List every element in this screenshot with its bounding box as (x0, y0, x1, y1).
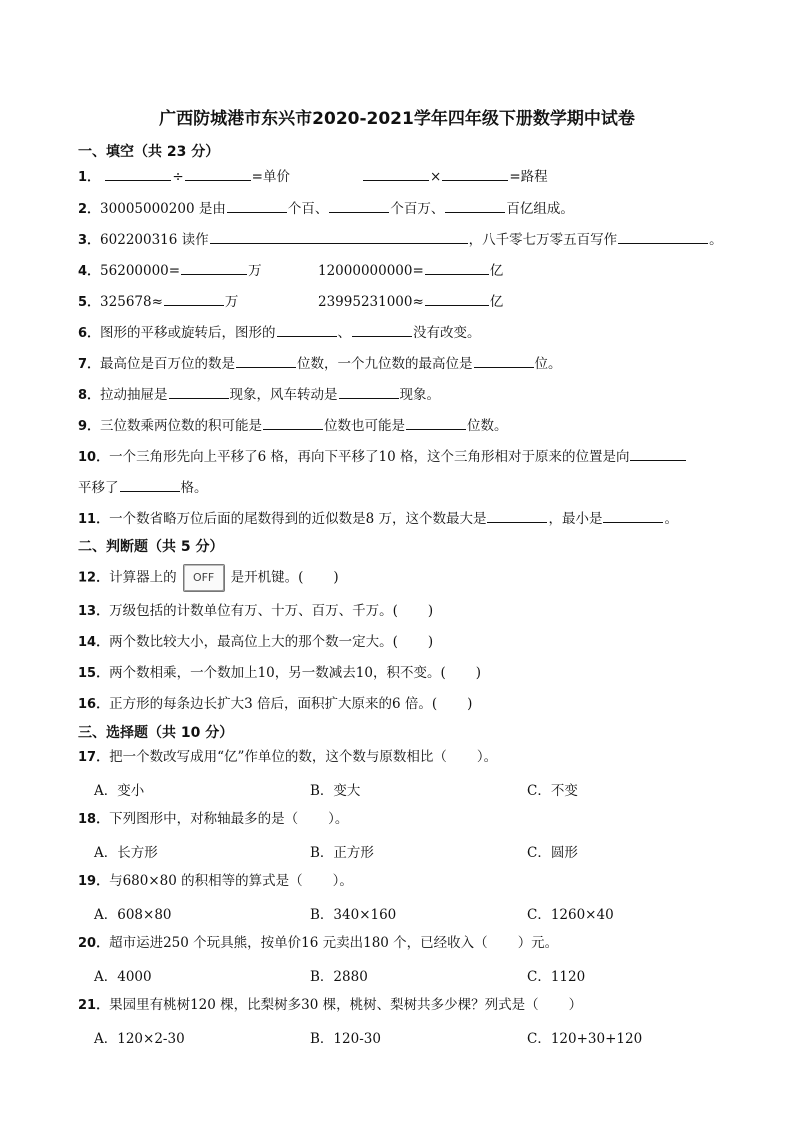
question-number: 7． (78, 357, 101, 372)
question-text: 位数。 (467, 418, 508, 434)
question-number: 12． (78, 570, 110, 586)
question-number: 13． (78, 604, 110, 619)
calculator-off-button-image: OFF (183, 564, 225, 592)
question-number: 10． (78, 450, 110, 465)
option-b[interactable]: B．2880 (310, 969, 368, 985)
question-18 (78, 810, 348, 829)
answer-blank[interactable] (406, 415, 466, 430)
question-number: 5． (78, 295, 101, 310)
option-a[interactable]: A．长方形 (94, 845, 158, 861)
question-text: ) (427, 603, 434, 619)
question-number: 9． (78, 419, 101, 434)
question-text: ) (333, 569, 339, 586)
question-text: 两个数相乘，一个数加上10，另一数减去10，积不变。( (109, 665, 446, 681)
option-a[interactable]: A．608×80 (94, 907, 172, 923)
question-text: ) (467, 696, 473, 712)
section-true-false: 二、判断题（共 5 分） (78, 539, 224, 555)
question-text: 56200000= (100, 263, 181, 279)
answer-blank[interactable] (105, 166, 171, 181)
question-14 (78, 633, 433, 652)
question-text: ）。 (328, 811, 349, 827)
answer-blank[interactable] (487, 508, 547, 523)
question-5-part-b (318, 291, 503, 311)
answer-blank[interactable] (425, 291, 489, 306)
question-text: ，最小是 (548, 511, 603, 527)
question-text: 个百、 (287, 201, 329, 217)
answer-blank[interactable] (445, 198, 505, 213)
unit-label: 万 (224, 294, 239, 310)
question-number: 18． (78, 812, 110, 827)
question-text: 位数也可能是 (324, 418, 406, 434)
answer-blank[interactable] (339, 384, 399, 399)
answer-blank[interactable] (277, 322, 337, 337)
question-4 (78, 260, 262, 281)
question-number: 17． (78, 750, 110, 765)
answer-blank[interactable] (425, 260, 489, 275)
question-number: 2． (78, 202, 101, 217)
option-c[interactable]: C．圆形 (527, 845, 578, 861)
answer-blank[interactable] (442, 166, 508, 181)
question-number: 16． (78, 697, 110, 712)
question-text: 没有改变。 (413, 325, 481, 341)
unit-label: 万 (248, 263, 262, 279)
answer-blank[interactable] (227, 198, 287, 213)
question-number: 21． (78, 998, 110, 1013)
question-text: 位。 (534, 356, 562, 372)
unit-label: 亿 (489, 294, 504, 310)
question-text: 果园里有桃树120 棵，比梨树多30 棵，桃树、梨树共多少棵？列式是（ (109, 997, 539, 1013)
question-7 (78, 353, 562, 374)
question-text: 是开机键。( (230, 569, 304, 586)
question-text: 与680×80 的积相等的算式是（ (109, 873, 303, 889)
question-number: 14． (78, 635, 110, 650)
question-number: 4． (78, 264, 101, 279)
question-17 (78, 748, 497, 767)
question-text: ）。 (476, 749, 498, 765)
answer-blank[interactable] (329, 198, 389, 213)
section-fill-in: 一、填空（共 23 分） (78, 144, 220, 160)
answer-blank[interactable] (363, 166, 429, 181)
question-text: ） (568, 997, 583, 1013)
option-a[interactable]: A．变小 (94, 783, 145, 799)
question-text: 位数，一个九位数的最高位是 (297, 356, 473, 372)
option-b[interactable]: B．340×160 (310, 907, 397, 923)
section-multiple-choice: 三、选择题（共 10 分） (78, 725, 234, 741)
question-text: ) (427, 634, 434, 650)
question-text: 三位数乘两位数的积可能是 (100, 418, 263, 434)
question-text: 一个三角形先向上平移了6 格，再向下平移了10 格，这个三角形相对于原来的位置是向 (109, 449, 630, 465)
question-number: 3． (78, 233, 101, 248)
option-a[interactable]: A．4000 (94, 969, 152, 985)
question-text: 、 (337, 325, 352, 341)
question-13 (78, 602, 433, 621)
question-text: 万级包括的计数单位有万、十万、百万、千万。( (109, 603, 398, 619)
question-10 (78, 446, 687, 467)
question-text: 23995231000≈ (318, 294, 424, 310)
question-6 (78, 322, 481, 343)
question-4-part-b (318, 260, 503, 280)
question-number: 15． (78, 666, 110, 681)
question-number: 11． (78, 512, 110, 527)
question-text: ）。 (332, 873, 353, 889)
question-3 (78, 229, 723, 250)
question-text: 。 (709, 232, 723, 248)
question-text: 602200316 读作 (100, 232, 209, 248)
answer-blank[interactable] (630, 446, 686, 461)
answer-blank[interactable] (181, 260, 247, 275)
question-text: 325678≈ (100, 294, 163, 310)
question-1 (78, 166, 290, 187)
question-text: ) (475, 665, 481, 681)
question-10-continued (78, 477, 208, 497)
question-text: 平移了 (78, 480, 119, 496)
option-a[interactable]: A．120×2-30 (94, 1031, 185, 1047)
question-text: =路程 (509, 169, 548, 185)
question-text: 拉动抽屉是 (100, 387, 168, 403)
question-number: 1． (78, 170, 101, 185)
option-b[interactable]: B．变大 (310, 783, 361, 799)
answer-blank[interactable] (120, 477, 180, 492)
question-text: 30005000200 是由 (100, 201, 226, 217)
option-c[interactable]: C．120+30+120 (527, 1031, 643, 1047)
question-12 (78, 564, 339, 592)
option-b[interactable]: B．120-30 (310, 1031, 381, 1047)
option-c[interactable]: C．1260×40 (527, 907, 614, 923)
question-text: 12000000000= (318, 263, 424, 279)
answer-blank[interactable] (603, 508, 663, 523)
question-text: 最高位是百万位的数是 (100, 356, 236, 372)
unit-label: 亿 (489, 263, 504, 279)
question-text: 现象。 (399, 387, 441, 403)
question-text: 。 (664, 511, 678, 527)
question-19 (78, 872, 353, 891)
question-text: 个百万、 (390, 201, 445, 217)
question-text: ）元。 (517, 935, 559, 951)
question-text: =单价 (251, 169, 290, 185)
question-1-part-b (362, 166, 548, 186)
exam-title: 广西防城港市东兴市2020-2021学年四年级下册数学期中试卷 (159, 109, 635, 129)
question-16 (78, 695, 472, 714)
question-text: 现象，风车转动是 (229, 387, 338, 403)
answer-blank[interactable] (236, 353, 296, 368)
answer-blank[interactable] (210, 229, 468, 244)
question-text: 正方形的每条边长扩大3 倍后，面积扩大原来的6 倍。( (109, 696, 438, 712)
multiply-sign: × (430, 169, 442, 185)
question-21 (78, 996, 582, 1015)
question-text: 格。 (180, 480, 208, 496)
question-number: 6． (78, 326, 101, 341)
option-b[interactable]: B．正方形 (310, 845, 374, 861)
question-number: 20． (78, 936, 110, 951)
question-5 (78, 291, 238, 312)
question-20 (78, 934, 558, 953)
question-text: 超市运进250 个玩具熊，按单价16 元卖出180 个，已经收入（ (109, 935, 488, 951)
answer-blank[interactable] (263, 415, 323, 430)
question-8 (78, 384, 440, 405)
question-number: 8． (78, 388, 101, 403)
answer-blank[interactable] (618, 229, 708, 244)
question-text: 下列图形中，对称轴最多的是（ (109, 811, 299, 827)
option-c[interactable]: C．不变 (527, 783, 578, 799)
question-text: 把一个数改写成用“亿”作单位的数，这个数与原数相比（ (109, 749, 447, 765)
divide-sign: ÷ (172, 169, 184, 185)
question-number: 19． (78, 874, 110, 889)
question-11 (78, 508, 678, 529)
question-text: 计算器上的 (109, 569, 177, 586)
option-c[interactable]: C．1120 (527, 969, 586, 985)
answer-blank[interactable] (169, 384, 229, 399)
question-9 (78, 415, 508, 436)
answer-blank[interactable] (185, 166, 251, 181)
answer-blank[interactable] (474, 353, 534, 368)
question-15 (78, 664, 481, 683)
question-text: ，八千零七万零五百写作 (468, 232, 618, 248)
answer-blank[interactable] (352, 322, 412, 337)
question-2 (78, 198, 574, 219)
question-text: 两个数比较大小，最高位上大的那个数一定大。( (109, 634, 398, 650)
question-text: 百亿组成。 (506, 201, 574, 217)
question-text: 一个数省略万位后面的尾数得到的近似数是8 万，这个数最大是 (109, 511, 487, 527)
question-text: 图形的平移或旋转后，图形的 (100, 325, 276, 341)
answer-blank[interactable] (164, 291, 224, 306)
